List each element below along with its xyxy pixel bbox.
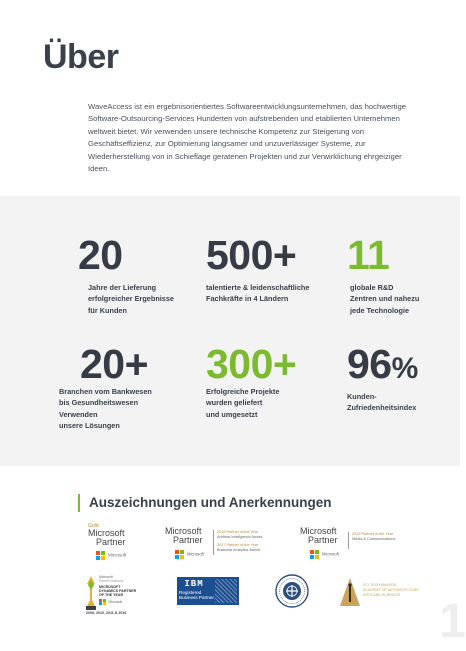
stat-value [347,342,418,391]
intro-paragraph: WaveAccess ist ein ergebnisorientiertes Softwareentwicklungsunternehmen, das hochwertige Software-Outsourcing-Services Hunderten von aufstrebenden und etablierten Unternehmen weltweit bietet. Wir verwenden unsere technische Kompetenz zur Steigerung von Geschäftseffizienz, zur Optimierung langsamer und unzuverlässiger Systeme, zur Wiederherstellung von in Schieflage geratenen Projekten und zur Verwirklichung ehrgeiziger Ideen. [88,102,407,174]
award-lines [348,532,408,549]
dynamics-partner-trophy-logo [86,574,156,615]
stat-percent: % [391,352,418,385]
microsoft-icon [96,551,105,560]
gold-label: Gold [88,523,99,529]
stat-years [78,233,174,316]
pattern-icon [215,579,237,603]
logo-text: DYNAMICS PARTNER [99,589,137,594]
logo-text: SCI-TECH AWARDS [363,583,397,587]
oscar-statue-icon [339,577,361,607]
page-number: 1 [439,595,466,648]
sci-tech-awards-logo [339,577,419,607]
logo-text: Microsoft [88,528,125,538]
microsoft-icon [99,599,106,606]
microsoft-gold-partner-logo [88,523,138,560]
award-title: 2018 Partner of the Year [217,530,259,534]
microsoft-brand [310,550,346,559]
logo-text: MICROSOFT [99,585,121,589]
stat-value: 11 [347,232,390,278]
microsoft-brand [96,551,138,560]
award-title: 2019 Partner of the Year [352,532,394,536]
logo-text: Microsoft [165,526,202,536]
microsoft-brand [175,550,211,559]
award-years: 2009, 2010, 2011 & 2016 [86,611,127,615]
stat-rd-centers [347,233,419,316]
stat-description: Kunden- Zufriedenheitsindex [347,392,417,413]
stat-description: talentierte & leidenschaftliche Fachkräfte in 4 Ländern [206,283,310,304]
logo-text: Business Partner [179,595,214,600]
stats-band [0,196,460,466]
ibm-registered-partner-logo [177,577,239,605]
logo-text: Registered [179,590,202,595]
logo-text: Microsoft [99,575,113,579]
awards-heading: Auszeichnungen und Anerkennungen [78,494,332,512]
stat-value: 500+ [206,232,297,278]
brand-text: Microsoft [108,599,123,604]
ibm-wordmark: IBM [184,579,204,589]
logo-text: ACADEMY OF MOTION PICTURE [363,587,419,592]
microsoft-icon [175,550,184,559]
stat-description: Erfolgreiche Projekte wurden geliefert und umgesetzt [206,387,280,419]
brand-text: Microsoft [187,551,204,557]
stat-value: 20+ [80,341,149,387]
stat-value: 300+ [206,341,297,387]
stat-projects [206,342,296,420]
award-title: 2017 Partner of the Year [217,543,259,547]
microsoft-brand [99,599,155,606]
logo-text: ARTS AND SCIENCES [363,592,401,597]
logo-text: Partner [308,535,338,546]
logo-text: OF THE YEAR [99,593,124,598]
award-name: Artificial Intelligence Award [217,535,263,539]
logo-text: Partner [96,537,126,548]
stat-description: Branchen vom Bankwesen bis Gesundheitswesen Verwenden unsere Lösungen [59,387,152,431]
logo-text: Partner [173,535,203,546]
circular-seal-logo [275,574,309,608]
trophy-icon [86,576,96,610]
stat-industries [59,341,152,432]
logo-text: Microsoft [300,526,337,536]
logo-text: Partner Network [99,579,124,583]
brand-text: Microsoft [322,551,339,557]
award-name: Business Analytics Award [217,548,260,552]
page-title: Über [43,38,119,76]
stat-description: globale R&D Zentren und nahezu jede Technologie [350,283,420,315]
stat-number: 96 [347,341,392,387]
microsoft-icon [310,550,319,559]
award-name: Media & Communications [352,537,396,541]
brand-text: Microsoft [108,552,127,558]
stat-value: 20 [78,232,123,278]
award-lines [213,530,273,555]
stat-talents [206,233,309,305]
stat-description: Jahre der Lieferung erfolgreicher Ergebnisse für Kunden [88,283,174,315]
stat-satisfaction [347,342,418,414]
